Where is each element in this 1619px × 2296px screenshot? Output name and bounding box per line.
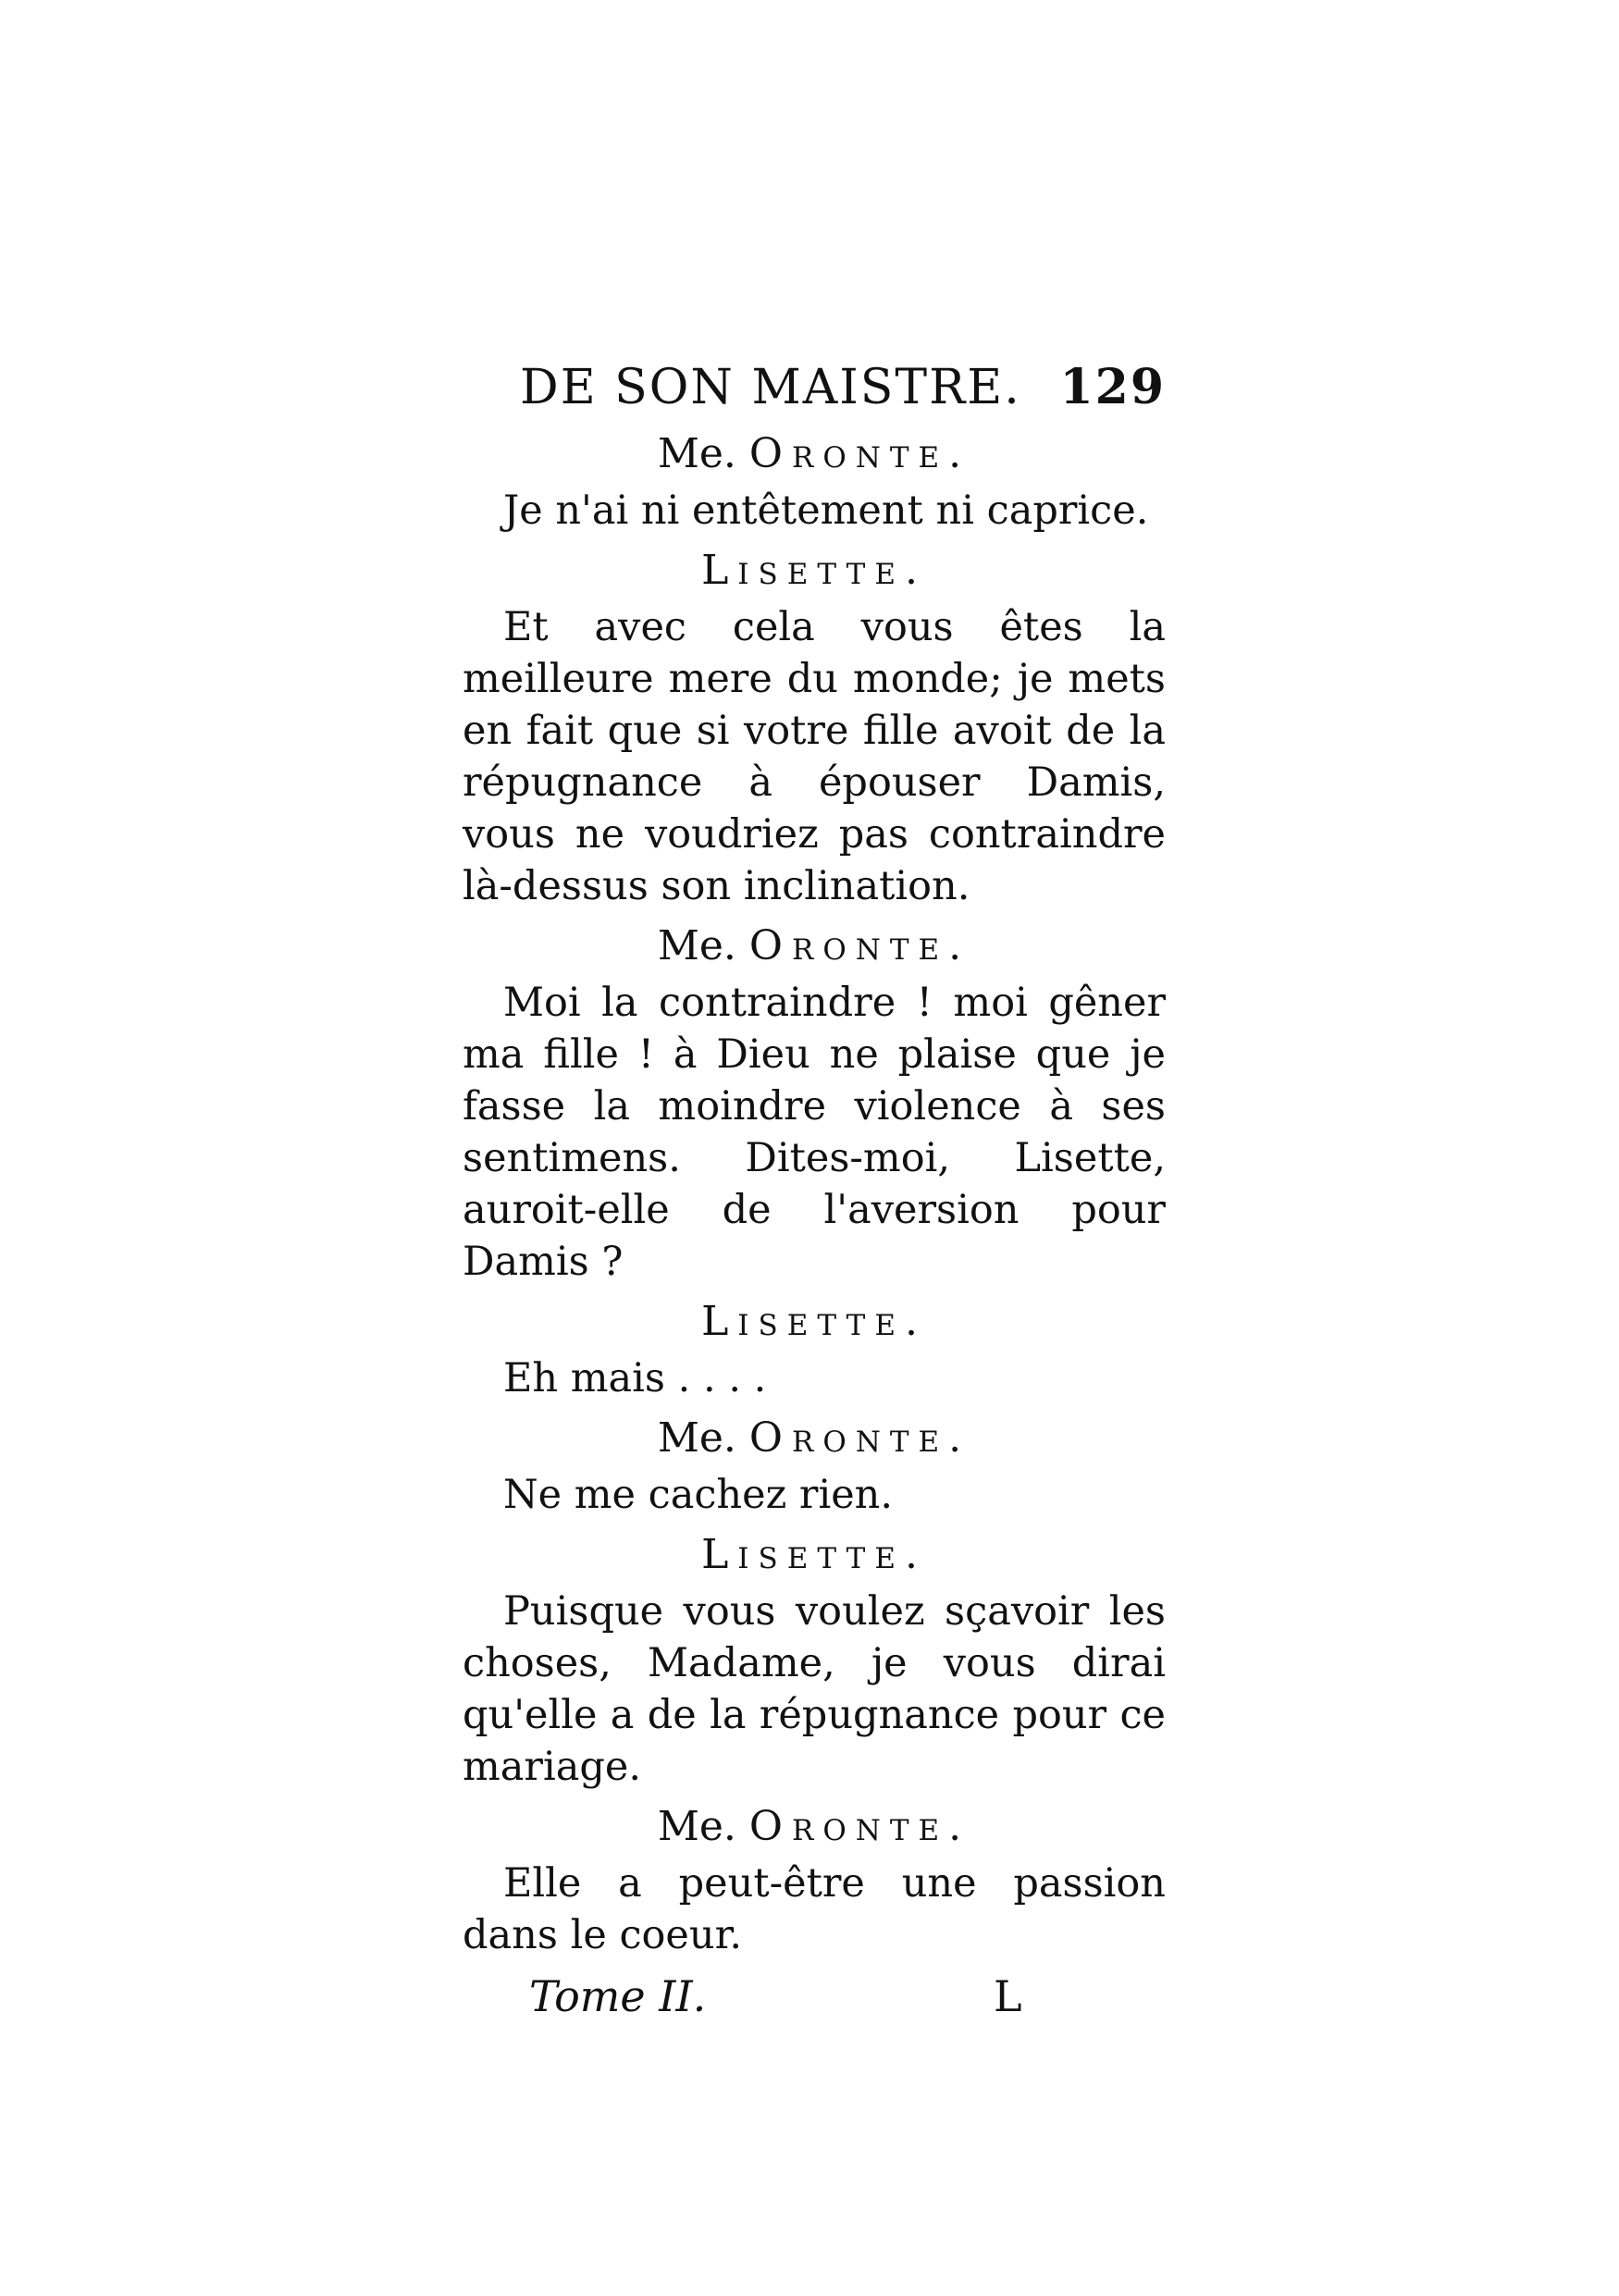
speaker-prefix: Me. [657,1414,736,1462]
signature-mark: L [994,1971,1022,2021]
speech-3: Moi la contraindre ! moi gêner ma fille ! à Dieu ne plaise que je fasse la moindre violence à ses sentimens. Dites-moi, Lisette, auroit-elle de l'aversion pour Damis ? [463,980,1166,1285]
speaker-name: Lisette. [701,1531,927,1578]
speaker-prefix: Me. [657,1803,736,1850]
speaker-name: Oronte. [748,1414,971,1462]
speaker-name: Oronte. [748,1803,971,1850]
speaker-name: Lisette. [701,1298,927,1345]
speaker-1 [463,426,1166,483]
speaker-prefix: Me. [657,430,736,477]
speech-4: Eh mais . . . . [503,1355,767,1401]
speaker-3 [463,918,1166,975]
speech-1: Je n'ai ni entêtement ni caprice. [503,488,1149,534]
speaker-6 [463,1526,1166,1584]
running-title: DE SON MAISTRE. [520,360,1021,415]
speaker-7 [463,1798,1166,1856]
speaker-name: Oronte. [748,430,971,477]
speaker-name: Lisette. [701,547,927,594]
speech-2: Et avec cela vous êtes la meilleure mere du monde; je mets en fait que si votre fille avoit de la répugnance à épouser Damis, vous ne voudriez pas contraindre là-dessus son inclination. [463,604,1166,909]
speaker-name: Oronte. [748,922,971,969]
speech-5: Ne me cachez rien. [503,1472,894,1518]
speaker-5 [463,1410,1166,1467]
speaker-prefix: Me. [657,922,736,969]
speaker-4 [463,1293,1166,1351]
running-head [463,352,1166,424]
speech-6: Puisque vous voulez sçavoir les choses, Madame, je vous dirai qu'elle a de la répugnance pour ce mariage. [463,1588,1166,1790]
page-footer [463,1967,1166,2026]
speaker-2 [463,542,1166,599]
volume-label: Tome II. [529,1971,707,2021]
page-number: 129 [1059,359,1166,415]
text-block [463,352,1166,2026]
speech-7: Elle a peut-être une passion dans le coeur. [463,1860,1166,1958]
